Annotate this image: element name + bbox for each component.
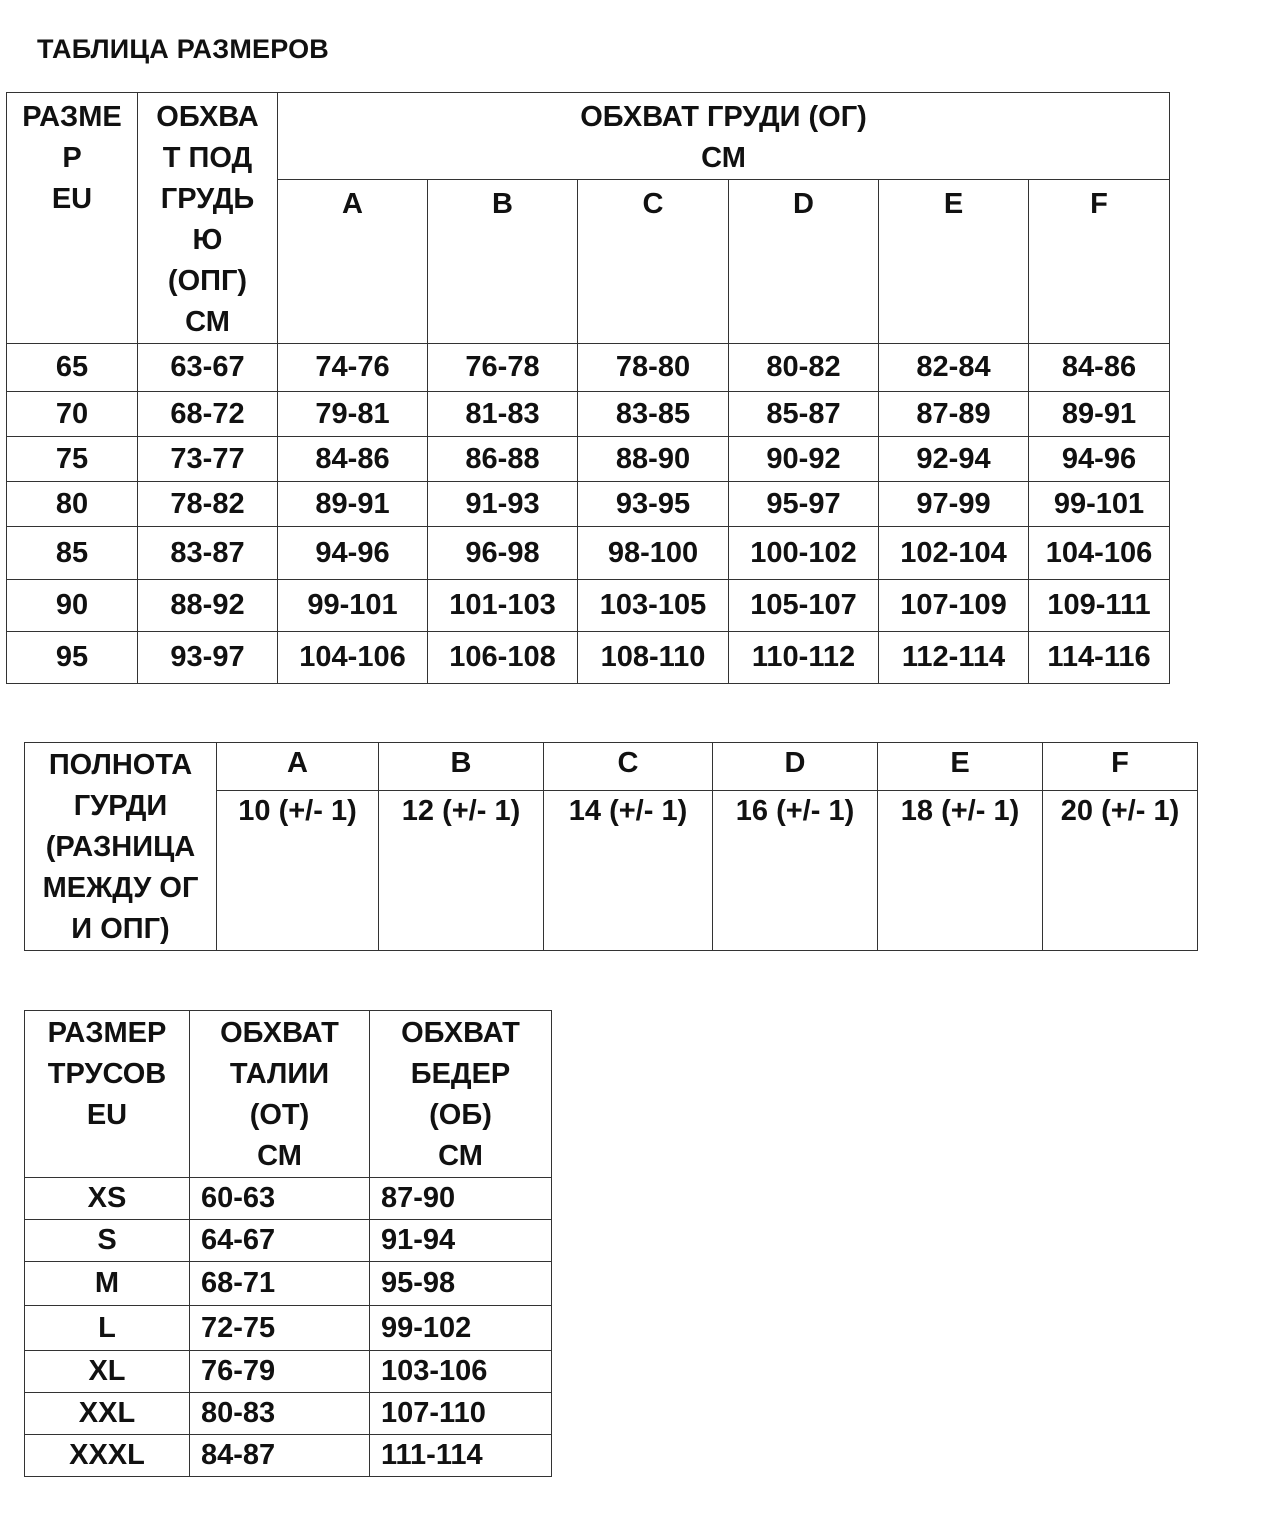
table-cell: 100-102: [729, 527, 879, 580]
table-cell: XL: [25, 1351, 190, 1393]
table-cell: 82-84: [879, 344, 1029, 392]
table-cell: 97-99: [879, 482, 1029, 527]
table-cell: 88-92: [138, 580, 278, 632]
table-cell: 99-101: [278, 580, 428, 632]
table-cell: 86-88: [428, 437, 578, 482]
table-cell: 89-91: [1029, 392, 1170, 437]
cup-header-c: C: [578, 180, 729, 344]
table-cell: 107-109: [879, 580, 1029, 632]
table-cell: 80-83: [190, 1393, 370, 1435]
header-hips: ОБХВАТ БЕДЕР (ОБ) СМ: [370, 1011, 552, 1178]
table-cell: 95-97: [729, 482, 879, 527]
table-cell: 95: [7, 632, 138, 684]
table-row: [25, 1220, 552, 1262]
panty-size-table: [24, 1010, 552, 1477]
cup-header-b: B: [428, 180, 578, 344]
cup-header-d: D: [713, 743, 878, 791]
table-row: [7, 527, 1170, 580]
table-cell: 99-101: [1029, 482, 1170, 527]
table-cell: 78-82: [138, 482, 278, 527]
table-cell: 91-94: [370, 1220, 552, 1262]
table-cell: 106-108: [428, 632, 578, 684]
table-cell: 87-89: [879, 392, 1029, 437]
table-cell: 84-87: [190, 1435, 370, 1477]
table-cell: 83-85: [578, 392, 729, 437]
table-cell: XS: [25, 1178, 190, 1220]
header-panty-size: РАЗМЕР ТРУСОВ EU: [25, 1011, 190, 1178]
table-cell: 94-96: [1029, 437, 1170, 482]
table-cell: 70: [7, 392, 138, 437]
table-cell: 79-81: [278, 392, 428, 437]
table-cell: 68-71: [190, 1262, 370, 1306]
fullness-value: 18 (+/- 1): [878, 791, 1043, 951]
table-cell: 91-93: [428, 482, 578, 527]
table-cell: 80-82: [729, 344, 879, 392]
table-cell: 111-114: [370, 1435, 552, 1477]
table-cell: 73-77: [138, 437, 278, 482]
table-cell: 74-76: [278, 344, 428, 392]
table-cell: 108-110: [578, 632, 729, 684]
table-cell: 107-110: [370, 1393, 552, 1435]
table-cell: M: [25, 1262, 190, 1306]
table-cell: 85-87: [729, 392, 879, 437]
table-cell: 98-100: [578, 527, 729, 580]
table-cell: 63-67: [138, 344, 278, 392]
table-row: [25, 1262, 552, 1306]
table-cell: 103-106: [370, 1351, 552, 1393]
table-cell: 75: [7, 437, 138, 482]
fullness-value: 16 (+/- 1): [713, 791, 878, 951]
table-cell: 76-79: [190, 1351, 370, 1393]
bra-size-table: [6, 92, 1170, 684]
fullness-value: 14 (+/- 1): [544, 791, 713, 951]
table-row: [7, 392, 1170, 437]
table-cell: 90: [7, 580, 138, 632]
table-cell: 114-116: [1029, 632, 1170, 684]
table-cell: 109-111: [1029, 580, 1170, 632]
cup-header-a: A: [278, 180, 428, 344]
cup-header-b: B: [379, 743, 544, 791]
table-cell: 87-90: [370, 1178, 552, 1220]
table-cell: 110-112: [729, 632, 879, 684]
table-cell: 89-91: [278, 482, 428, 527]
table-cell: 76-78: [428, 344, 578, 392]
table-cell: 60-63: [190, 1178, 370, 1220]
table-cell: 72-75: [190, 1306, 370, 1351]
table-cell: 80: [7, 482, 138, 527]
table-cell: 94-96: [278, 527, 428, 580]
table-cell: S: [25, 1220, 190, 1262]
table-cell: 112-114: [879, 632, 1029, 684]
table-cell: 93-97: [138, 632, 278, 684]
fullness-label: ПОЛНОТА ГУРДИ (РАЗНИЦА МЕЖДУ ОГ И ОПГ): [25, 743, 217, 951]
cup-header-e: E: [879, 180, 1029, 344]
table-row: [7, 632, 1170, 684]
table-cell: XXL: [25, 1393, 190, 1435]
table-cell: 64-67: [190, 1220, 370, 1262]
table-row: [7, 482, 1170, 527]
cup-fullness-table: [24, 742, 1198, 951]
table-cell: 104-106: [1029, 527, 1170, 580]
table-cell: 93-95: [578, 482, 729, 527]
table-row: [7, 437, 1170, 482]
table-row: [7, 580, 1170, 632]
table-cell: 99-102: [370, 1306, 552, 1351]
table-row: [25, 1393, 552, 1435]
table-cell: 105-107: [729, 580, 879, 632]
cup-header-e: E: [878, 743, 1043, 791]
fullness-value: 10 (+/- 1): [217, 791, 379, 951]
table-cell: 88-90: [578, 437, 729, 482]
table-cell: 83-87: [138, 527, 278, 580]
table-row: [25, 1178, 552, 1220]
table-row: [7, 344, 1170, 392]
table-cell: 84-86: [1029, 344, 1170, 392]
table-cell: XXXL: [25, 1435, 190, 1477]
fullness-value: 20 (+/- 1): [1043, 791, 1198, 951]
table-cell: 92-94: [879, 437, 1029, 482]
table-cell: L: [25, 1306, 190, 1351]
table-cell: 103-105: [578, 580, 729, 632]
header-waist: ОБХВАТ ТАЛИИ (ОТ) СМ: [190, 1011, 370, 1178]
cup-header-a: A: [217, 743, 379, 791]
cup-header-d: D: [729, 180, 879, 344]
cup-header-c: C: [544, 743, 713, 791]
fullness-value: 12 (+/- 1): [379, 791, 544, 951]
table-cell: 90-92: [729, 437, 879, 482]
table-cell: 68-72: [138, 392, 278, 437]
table-cell: 84-86: [278, 437, 428, 482]
table-row: [25, 1306, 552, 1351]
table-row: [25, 1351, 552, 1393]
cup-header-f: F: [1029, 180, 1170, 344]
table-cell: 104-106: [278, 632, 428, 684]
header-bust: ОБХВАТ ГРУДИ (ОГ) СМ: [278, 93, 1170, 180]
table-cell: 85: [7, 527, 138, 580]
table-cell: 96-98: [428, 527, 578, 580]
header-size-eu: РАЗМЕ Р EU: [7, 93, 138, 344]
table-cell: 102-104: [879, 527, 1029, 580]
table-cell: 78-80: [578, 344, 729, 392]
table-row: [25, 1435, 552, 1477]
table-cell: 81-83: [428, 392, 578, 437]
table-cell: 65: [7, 344, 138, 392]
page-title: ТАБЛИЦА РАЗМЕРОВ: [37, 34, 329, 64]
header-underbust: ОБХВА Т ПОД ГРУДЬ Ю (ОПГ) СМ: [138, 93, 278, 344]
cup-header-f: F: [1043, 743, 1198, 791]
table-cell: 95-98: [370, 1262, 552, 1306]
table-cell: 101-103: [428, 580, 578, 632]
